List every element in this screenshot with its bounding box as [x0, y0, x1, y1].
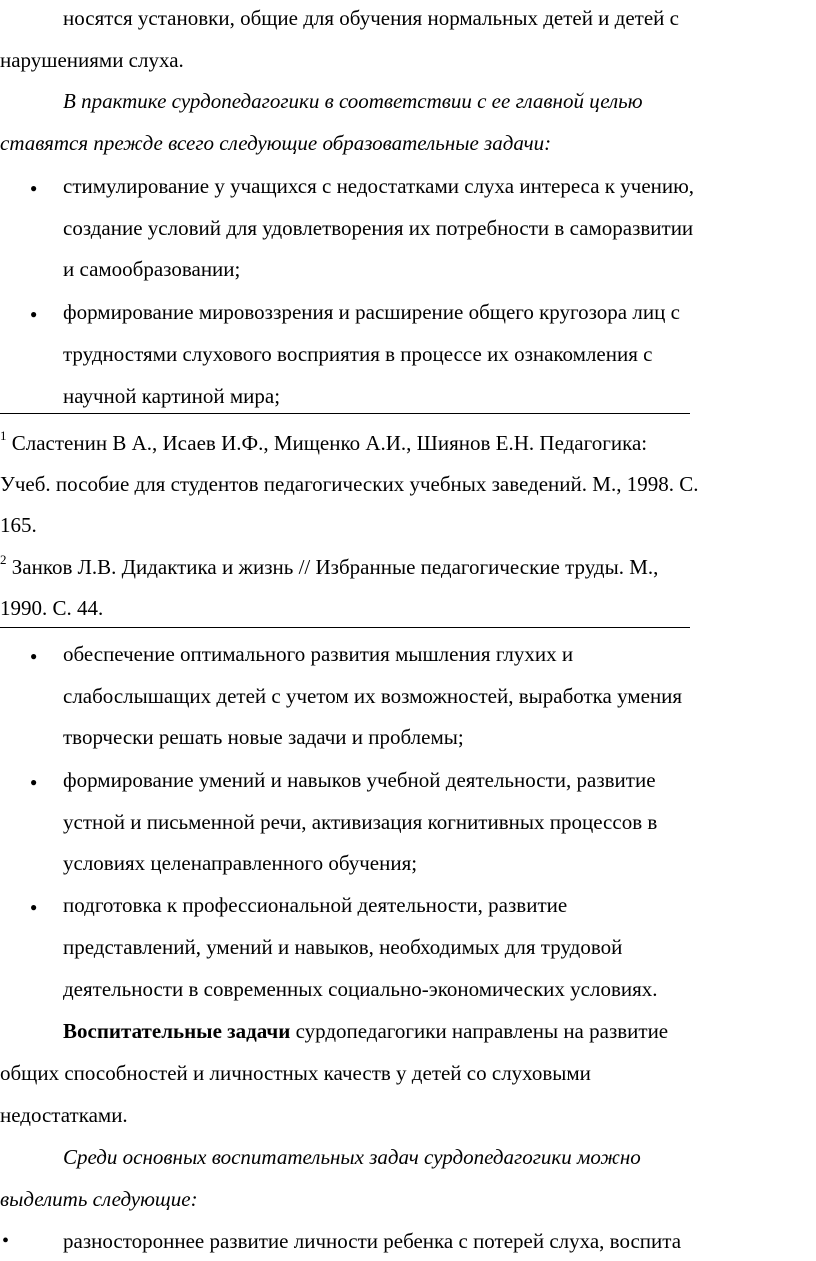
list-item-line: творчески решать новые задачи и проблемы;: [63, 725, 464, 749]
list-item-line: представлений, умений и навыков, необходимых для трудовой: [63, 935, 623, 959]
upbringing-intro-line: выделить следующие:: [0, 1187, 198, 1211]
bullet-icon: ●: [30, 181, 38, 195]
footnote-separator: [0, 413, 690, 414]
upbringing-intro-line: Среди основных воспитательных задач сурдопедагогики можно: [63, 1145, 641, 1169]
footnote-text: Занков Л.В. Дидактика и жизнь // Избранные педагогические труды. М.,: [11, 555, 659, 579]
list-item-line: научной картиной мира;: [63, 384, 281, 408]
list-item-line: стимулирование у учащихся с недостатками слуха интереса к учению,: [63, 174, 695, 198]
bullet-icon: ●: [30, 649, 38, 663]
footnote-line: Учеб. пособие для студентов педагогических учебных заведений. М., 1998. С.: [0, 472, 699, 496]
list-item-line: условиях целенаправленного обучения;: [63, 851, 418, 875]
list-item-line: деятельности в современных социально-экономических условиях.: [63, 977, 658, 1001]
upbringing-line: общих способностей и личностных качеств у детей со слуховыми: [0, 1061, 591, 1085]
paragraph-line: нарушениями слуха.: [0, 48, 184, 72]
paragraph-line: носятся установки, общие для обучения нормальных детей и детей с: [63, 6, 679, 30]
upbringing-line: [63, 1021, 668, 1042]
footnote-mark: 1: [0, 428, 7, 443]
upbringing-text: сурдопедагогики направлены на развитие: [290, 1019, 669, 1043]
bullet-icon: ●: [30, 900, 38, 914]
edu-intro-line: В практике сурдопедагогики в соответствии с ее главной целью: [63, 89, 643, 113]
footnote-text: Сластенин В А., Исаев И.Ф., Мищенко А.И., Шиянов Е.Н. Педагогика:: [11, 431, 648, 455]
bullet-icon: •: [2, 1230, 10, 1252]
list-item-line: и самообразовании;: [63, 257, 241, 281]
bullet-icon: ●: [30, 307, 38, 321]
list-item-line: обеспечение оптимального развития мышления глухих и: [63, 642, 574, 666]
upbringing-heading: Воспитательные задачи: [63, 1019, 291, 1043]
footnote-line: 165.: [0, 513, 37, 537]
footnote-mark: 2: [0, 552, 7, 567]
footnote-line: [0, 428, 648, 455]
footnote-line: 1990. С. 44.: [0, 596, 104, 620]
upbringing-line: недостатками.: [0, 1103, 128, 1127]
list-item-line: устной и письменной речи, активизация когнитивных процессов в: [63, 810, 658, 834]
list-item-line: формирование умений и навыков учебной деятельности, развитие: [63, 768, 656, 792]
list-item-line: формирование мировоззрения и расширение общего кругозора лиц с: [63, 300, 680, 324]
bullet-icon: ●: [30, 775, 38, 789]
list-item-line: слабослышащих детей с учетом их возможностей, выработка умения: [63, 684, 683, 708]
list-item-line: создание условий для удовлетворения их потребности в саморазвитии: [63, 216, 694, 240]
edu-intro-line: ставятся прежде всего следующие образовательные задачи:: [0, 131, 552, 155]
page-separator: [0, 627, 690, 628]
list-item-line: подготовка к профессиональной деятельности, развитие: [63, 893, 568, 917]
footnote-line: [0, 552, 659, 579]
list-item-line: трудностями слухового восприятия в процессе их ознакомления с: [63, 342, 653, 366]
list-item-line: разностороннее развитие личности ребенка с потерей слуха, воспита: [63, 1229, 682, 1253]
